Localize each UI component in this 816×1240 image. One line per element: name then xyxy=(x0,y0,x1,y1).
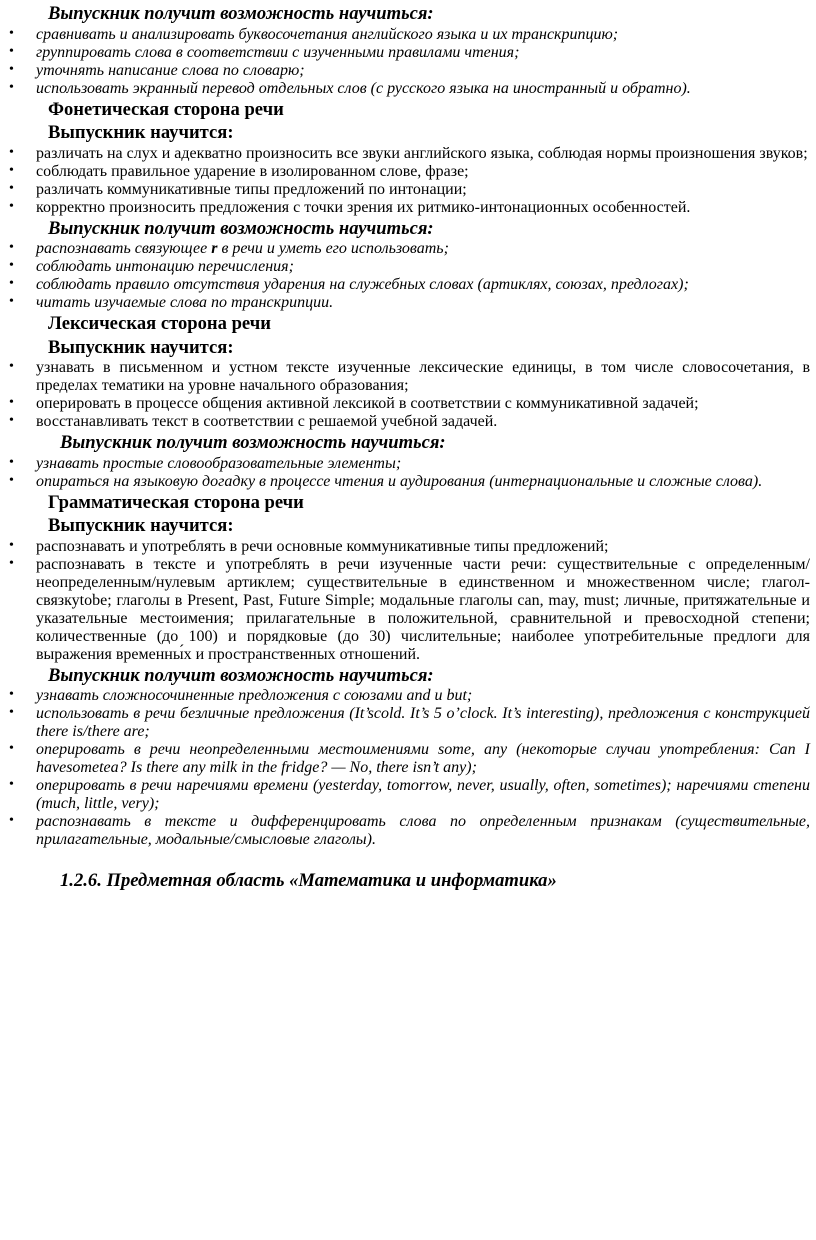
bullet-icon: • xyxy=(9,472,14,488)
list-item-text: распознавать в тексте и употреблять в речи изученные части речи: существительные с определенным/неопределенным/нулевым артиклем; существительные в единственном и множественном числе; глагол-связкуtobe; глаголы в Present, Past, Future Simple; модальные глаголы can, may, must; личные, притяжательные и указательные местоимения; прилагательные в положительной, сравнительной и превосходной степени; количественные (до 100) и порядковые (до 30) числительные; наиболее употребительные предлоги для выражения временны́х и пространственных отношений. xyxy=(36,555,810,663)
lexical-title: Лексическая сторона речи xyxy=(48,313,271,334)
list-item xyxy=(8,145,810,163)
list-item-text: различать коммуникативные типы предложений по интонации; xyxy=(36,180,467,198)
list-item xyxy=(8,395,810,413)
list-grammar-possible xyxy=(8,687,810,849)
list-lexical-possible xyxy=(8,455,810,491)
list-item-text: группировать слова в соответствии с изученными правилами чтения; xyxy=(36,43,520,61)
heading-possible-4: Выпускник получит возможность научиться: xyxy=(48,664,434,686)
bullet-icon: • xyxy=(9,413,14,428)
list-item xyxy=(8,556,810,664)
list-item xyxy=(8,538,810,556)
list-item xyxy=(8,62,810,80)
list-item xyxy=(8,294,810,312)
list-item xyxy=(8,26,810,44)
list-grammar-learn xyxy=(8,538,810,664)
list-item xyxy=(8,705,810,741)
bullet-icon: • xyxy=(9,294,14,309)
list-item-text: соблюдать правило отсутствия ударения на служебных словах (артиклях, союзах, предлогах); xyxy=(36,276,689,293)
list-item-text: распознавать в тексте и дифференцировать слова по определенным признакам (существительные, прилагательные, модальные/смысловые глаголы). xyxy=(36,813,810,848)
bullet-icon: • xyxy=(9,555,14,571)
list-item xyxy=(8,741,810,777)
bullet-icon: • xyxy=(9,43,14,59)
list-item xyxy=(8,413,810,431)
list-item-text: узнавать простые словообразовательные элементы; xyxy=(36,454,402,472)
phonetic-learn-heading: Выпускник научится: xyxy=(48,122,234,143)
bullet-icon: • xyxy=(9,537,14,553)
bullet-icon: • xyxy=(9,741,14,756)
list-item-text: оперировать в речи наречиями времени (yesterday, tomorrow, never, usually, often, sometimes); наречиями степени (much, little, very); xyxy=(36,777,810,812)
list-item xyxy=(8,163,810,181)
list-item xyxy=(8,813,810,849)
bullet-icon: • xyxy=(9,359,14,374)
bullet-icon: • xyxy=(9,276,14,291)
bullet-icon: • xyxy=(9,687,14,702)
list-item-text: соблюдать интонацию перечисления; xyxy=(36,258,294,275)
list-item-text: использовать в речи безличные предложения (It’scold. It’s 5 o’clock. It’s interesting), предложения с конструкцией there is/there are; xyxy=(36,705,810,740)
list-item-text: различать на слух и адекватно произносить все звуки английского языка, соблюдая нормы произношения звуков; xyxy=(36,144,808,162)
lexical-learn-heading: Выпускник научится: xyxy=(48,336,234,358)
heading-possible-2: Выпускник получит возможность научиться: xyxy=(48,217,434,239)
bullet-icon: • xyxy=(9,395,14,410)
list-item xyxy=(8,44,810,62)
bullet-icon: • xyxy=(9,777,14,792)
list-item-text: уточнять написание слова по словарю; xyxy=(36,61,305,79)
bullet-icon: • xyxy=(9,454,14,470)
list-item xyxy=(8,199,810,217)
bullet-icon: • xyxy=(9,258,14,273)
list-item xyxy=(8,455,810,473)
list-item-text: читать изучаемые слова по транскрипции. xyxy=(36,294,334,311)
phonetic-title: Фонетическая сторона речи xyxy=(48,98,284,120)
list-item xyxy=(8,473,810,491)
list-lexical-learn xyxy=(8,359,810,431)
bullet-icon: • xyxy=(9,813,14,828)
bullet-icon: • xyxy=(9,162,14,178)
list-item-text: восстанавливать текст в соответствии с решаемой учебной задачей. xyxy=(36,413,498,430)
list-item-text: узнавать в письменном и устном тексте изученные лексические единицы, в том числе словосочетания, в пределах тематики на уровне начального образования; xyxy=(36,359,810,394)
bullet-icon: • xyxy=(9,79,14,95)
list-item xyxy=(8,687,810,705)
list-item xyxy=(8,359,810,395)
list-item-text: корректно произносить предложения с точки зрения их ритмико-интонационных особенностей. xyxy=(36,198,691,216)
grammar-title: Грамматическая сторона речи xyxy=(48,491,304,513)
bullet-icon: • xyxy=(9,61,14,77)
list-item-text: соблюдать правильное ударение в изолированном слове, фразе; xyxy=(36,162,469,180)
list-phonetic-learn xyxy=(8,145,810,217)
grammar-learn-heading: Выпускник научится: xyxy=(48,515,234,536)
list-item-text: оперировать в речи неопределенными местоимениями some, any (некоторые случаи употребления: Can I havesometea? Is there any milk in the fridge? — No, there isn’t any); xyxy=(36,741,810,776)
list-item-text-tail: в речи и уметь его использовать; xyxy=(217,240,449,257)
list-item-text: распознавать связующее xyxy=(36,240,212,257)
list-item xyxy=(8,258,810,276)
bullet-icon: • xyxy=(9,144,14,160)
list-item-text: опираться на языковую догадку в процессе чтения и аудирования (интернациональные и сложные слова). xyxy=(36,472,763,490)
list-item xyxy=(8,80,810,98)
list-phonetic-possible xyxy=(8,240,810,312)
bullet-icon: • xyxy=(9,180,14,196)
bullet-icon: • xyxy=(9,25,14,41)
list-item-text: оперировать в процессе общения активной лексикой в соответствии с коммуникативной задачей; xyxy=(36,395,699,412)
linking-r-letter: r xyxy=(211,240,218,257)
list-item-text: распознавать и употреблять в речи основные коммуникативные типы предложений; xyxy=(36,537,609,555)
list-spelling-possible xyxy=(8,26,810,98)
list-item xyxy=(8,777,810,813)
bullet-icon: • xyxy=(9,240,14,255)
list-item-text: узнавать сложносочиненные предложения с союзами and и but; xyxy=(36,687,473,704)
bullet-icon: • xyxy=(9,198,14,214)
list-item-text: сравнивать и анализировать буквосочетания английского языка и их транскрипцию; xyxy=(36,25,619,43)
heading-possible-1: Выпускник получит возможность научиться: xyxy=(48,3,434,24)
list-item xyxy=(8,240,810,258)
heading-possible-3: Выпускник получит возможность научиться: xyxy=(60,432,446,453)
section-title-math: 1.2.6. Предметная область «Математика и информатика» xyxy=(60,870,557,891)
bullet-icon: • xyxy=(9,705,14,720)
list-item-text: использовать экранный перевод отдельных слов (с русского языка на иностранный и обратно). xyxy=(36,79,691,97)
list-item xyxy=(8,276,810,294)
list-item xyxy=(8,181,810,199)
